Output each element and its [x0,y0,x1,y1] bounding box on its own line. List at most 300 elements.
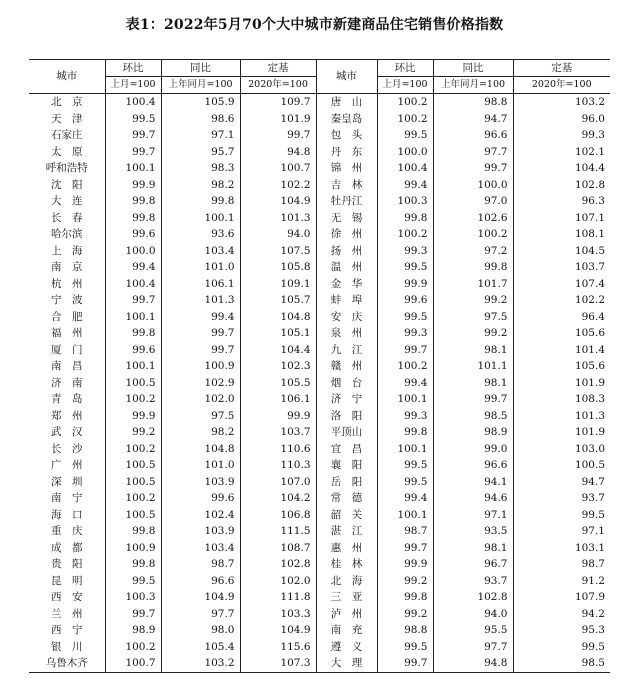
city-name-left [29,292,105,309]
city-name-right [316,325,377,342]
mom-value-left: 100.3 [105,589,161,606]
city-name-left [29,441,105,458]
mom-value-right: 99.5 [377,309,433,326]
city-label: 厦 门 [51,343,83,356]
city-name-left [29,342,105,359]
base-value-right: 101.9 [574,426,605,438]
yoy-value-left: 98.2 [161,424,240,441]
yoy-value-left: 104.8 [161,441,240,458]
city-label: 南 宁 [51,492,83,504]
city-name-left [29,507,105,524]
mom-value-left: 99.7 [105,127,161,144]
mom-value-right: 99.4 [377,375,433,392]
mom-value-right: 99.5 [377,474,433,491]
city-name-right [316,490,377,507]
city-label: 湛 江 [330,525,363,537]
yoy-value-left: 99.7 [161,325,240,342]
mom-value-left: 99.8 [105,325,161,342]
city-name-right [316,94,377,111]
yoy-value-left: 96.6 [161,573,240,590]
mom-value-left: 99.7 [105,144,161,161]
base-value-left: 110.3 [240,457,316,474]
city-label: 呼和浩特 [45,162,88,174]
mom-value-left: 100.1 [105,160,161,177]
base-value-left: 104.2 [240,490,316,507]
mom-value-left: 99.4 [105,259,161,276]
city-name-right [316,259,377,276]
table-row [29,243,610,260]
table-title: 表1：2022年5月70个大中城市新建商品住宅销售价格指数 [125,17,504,33]
yoy-value-left: 98.0 [161,622,240,639]
base-value-left: 101.3 [240,210,316,227]
city-label: 桂 林 [330,558,363,570]
mom-value-left: 98.9 [105,622,161,639]
city-name-right [316,210,377,227]
yoy-value-left: 102.4 [161,507,240,524]
table-row [29,490,610,507]
base-value-right: 102.2 [574,294,605,306]
header-base-sub-right: 2020年=100 [513,77,610,94]
yoy-value-right: 100.2 [433,226,513,243]
city-name-left [29,540,105,557]
mom-value-right: 100.2 [377,226,433,243]
base-value-left: 107.3 [240,655,316,672]
yoy-value-right: 102.6 [433,210,513,227]
table-row [29,589,610,606]
yoy-value-left: 103.4 [161,540,240,557]
base-value-right: 94.2 [581,607,605,620]
base-value-left: 106.1 [240,391,316,408]
header-mom-left: 环比 [105,60,161,77]
yoy-value-right: 94.0 [433,606,513,623]
city-label: 贵 阳 [51,558,83,570]
city-name-left [29,457,105,474]
yoy-value-right: 98.8 [433,94,513,111]
mom-value-right: 99.8 [377,589,433,606]
city-label: 宜 昌 [330,442,363,455]
table-row [29,391,610,408]
table-row [29,358,610,375]
base-value-right: 97.1 [581,525,605,537]
city-label: 常 德 [330,492,363,504]
city-label: 银 川 [51,640,83,653]
table-row [29,144,610,161]
header-base-left: 定基 [240,60,316,77]
city-label: 锦 州 [330,162,363,174]
base-value-left: 111.5 [240,523,316,540]
city-name-left [29,127,105,144]
yoy-value-right: 95.5 [433,622,513,639]
city-name-right [316,523,377,540]
yoy-value-left: 99.6 [161,490,240,507]
city-name-right [316,540,377,557]
yoy-value-right: 97.2 [433,243,513,260]
yoy-value-left: 99.8 [161,193,240,210]
mom-value-left: 99.7 [105,606,161,623]
yoy-value-left: 99.7 [161,342,240,359]
city-name-left [29,309,105,326]
city-label: 蚌 埠 [330,294,363,306]
mom-value-right: 99.2 [377,573,433,590]
base-value-left: 107.5 [240,243,316,260]
yoy-value-right: 99.2 [433,325,513,342]
city-label: 兰 州 [51,607,83,620]
header-yoy-sub-left: 上年同月=100 [161,77,240,94]
yoy-value-left: 100.1 [161,210,240,227]
table-row [29,259,610,276]
table-row [29,457,610,474]
mom-value-left: 99.8 [105,210,161,227]
city-label: 泉 州 [330,327,363,339]
base-value-right: 108.3 [574,393,605,405]
mom-value-left: 100.2 [105,441,161,458]
base-value-left: 103.7 [240,424,316,441]
city-label: 南 京 [51,261,83,273]
mom-value-right: 100.2 [377,111,433,128]
city-name-left [29,606,105,623]
base-value-left: 99.9 [240,408,316,425]
yoy-value-left: 97.7 [161,606,240,623]
city-label: 西 安 [51,591,83,603]
city-label: 长 沙 [51,442,83,455]
yoy-value-left: 99.4 [161,309,240,326]
city-name-left [29,523,105,540]
city-name-left [29,144,105,161]
city-name-left [29,655,105,672]
city-label: 吉 林 [330,178,363,191]
yoy-value-right: 97.7 [433,144,513,161]
city-name-left [29,408,105,425]
mom-value-left: 100.2 [105,391,161,408]
yoy-value-right: 96.6 [433,127,513,144]
city-name-left [29,358,105,375]
city-label: 北 海 [330,574,363,587]
city-name-left [29,424,105,441]
mom-value-left: 99.5 [105,111,161,128]
yoy-value-left: 102.9 [161,375,240,392]
yoy-value-right: 100.0 [433,177,513,194]
city-name-left [29,375,105,392]
city-label: 西 宁 [51,624,83,636]
city-label: 深 圳 [51,475,83,488]
price-index-table [29,59,610,673]
header-base-sub-left: 2020年=100 [240,77,316,94]
header-city-left: 城市 [29,60,105,94]
base-value-left: 101.9 [240,111,316,128]
mom-value-left: 100.1 [105,358,161,375]
base-value-left: 108.7 [240,540,316,557]
base-value-right: 99.5 [581,640,605,653]
city-label: 南 充 [330,624,363,636]
base-value-right: 103.1 [574,541,605,554]
city-name-left [29,639,105,656]
mom-value-right: 98.8 [377,622,433,639]
city-name-right [316,111,377,128]
mom-value-right: 99.5 [377,259,433,276]
base-value-left: 105.1 [240,325,316,342]
base-value-left: 100.7 [240,160,316,177]
yoy-value-right: 101.1 [433,358,513,375]
city-label: 扬 州 [330,244,363,257]
mom-value-right: 99.5 [377,457,433,474]
yoy-value-left: 101.3 [161,292,240,309]
mom-value-left: 100.0 [105,243,161,260]
city-name-right [316,507,377,524]
city-name-right [316,276,377,293]
city-label: 成 都 [51,541,83,554]
yoy-value-right: 93.5 [433,523,513,540]
city-name-left [29,325,105,342]
city-label: 韶 关 [330,508,363,521]
table-row [29,94,610,111]
mom-value-left: 99.8 [105,193,161,210]
base-value-left: 107.0 [240,474,316,491]
mom-value-left: 99.6 [105,226,161,243]
mom-value-right: 99.3 [377,243,433,260]
city-label: 南 昌 [51,360,83,372]
table-row [29,342,610,359]
yoy-value-right: 99.7 [433,391,513,408]
city-name-right [316,424,377,441]
yoy-value-right: 98.1 [433,375,513,392]
city-name-right [316,457,377,474]
mom-value-right: 100.0 [377,144,433,161]
header-base-right: 定基 [513,60,610,77]
city-name-left [29,160,105,177]
base-value-right: 103.7 [574,261,605,273]
base-value-right: 104.5 [574,244,605,257]
city-label: 乌鲁木齐 [45,657,88,669]
mom-value-right: 100.4 [377,160,433,177]
yoy-value-left: 98.2 [161,177,240,194]
city-label: 洛 阳 [330,409,363,422]
city-label: 上 海 [51,244,83,257]
city-name-left [29,391,105,408]
base-value-right: 95.3 [581,624,605,636]
city-label: 重 庆 [51,525,83,537]
city-name-left [29,193,105,210]
city-name-right [316,639,377,656]
base-value-right: 105.6 [574,327,605,339]
yoy-value-right: 101.7 [433,276,513,293]
base-value-right: 100.5 [574,459,605,471]
city-label: 长 春 [51,211,83,224]
city-name-right [316,606,377,623]
yoy-value-left: 105.4 [161,639,240,656]
mom-value-right: 99.6 [377,292,433,309]
mom-value-left: 99.8 [105,523,161,540]
city-label: 北 京 [51,96,83,108]
mom-value-right: 99.5 [377,639,433,656]
city-label: 唐 山 [330,96,363,108]
city-name-right [316,160,377,177]
mom-value-right: 99.3 [377,325,433,342]
base-value-right: 103.2 [574,96,605,108]
city-name-right [316,573,377,590]
city-name-left [29,94,105,111]
table-row [29,375,610,392]
mom-value-left: 100.5 [105,507,161,524]
mom-value-right: 99.9 [377,556,433,573]
yoy-value-left: 97.5 [161,408,240,425]
table-body [29,94,610,673]
mom-value-left: 99.5 [105,573,161,590]
yoy-value-right: 102.8 [433,589,513,606]
yoy-value-right: 98.1 [433,540,513,557]
table-row [29,573,610,590]
table-row [29,507,610,524]
base-value-right: 107.9 [574,591,605,603]
city-label: 包 头 [330,129,363,141]
mom-value-right: 99.5 [377,127,433,144]
header-mom-right: 环比 [377,60,433,77]
mom-value-left: 100.2 [105,490,161,507]
base-value-right: 96.4 [581,310,605,323]
yoy-value-left: 106.1 [161,276,240,293]
yoy-value-right: 97.0 [433,193,513,210]
yoy-value-left: 98.6 [161,111,240,128]
mom-value-right: 100.3 [377,193,433,210]
base-value-left: 94.0 [240,226,316,243]
base-value-right: 98.7 [581,558,605,570]
yoy-value-right: 98.9 [433,424,513,441]
table-row [29,292,610,309]
mom-value-right: 99.7 [377,655,433,672]
city-name-left [29,474,105,491]
city-label: 沈 阳 [51,178,83,191]
city-name-right [316,292,377,309]
city-label: 平顶山 [330,426,363,438]
table-row [29,160,610,177]
mom-value-left: 100.4 [105,276,161,293]
yoy-value-right: 99.7 [433,160,513,177]
city-name-left [29,556,105,573]
yoy-value-left: 97.1 [161,127,240,144]
city-name-right [316,622,377,639]
yoy-value-right: 93.7 [433,573,513,590]
yoy-value-left: 93.6 [161,226,240,243]
yoy-value-right: 98.5 [433,408,513,425]
city-label: 遵 义 [330,640,363,653]
city-label: 宁 波 [51,294,83,306]
city-label: 广 州 [51,459,83,471]
base-value-left: 106.8 [240,507,316,524]
mom-value-right: 100.1 [377,441,433,458]
city-label: 徐 州 [330,228,363,240]
base-value-right: 105.6 [574,360,605,372]
mom-value-right: 99.3 [377,408,433,425]
city-label: 秦皇岛 [330,112,363,125]
mom-value-left: 99.7 [105,292,161,309]
base-value-left: 111.8 [240,589,316,606]
table-row [29,325,610,342]
table-row [29,540,610,557]
table-row [29,655,610,672]
yoy-value-right: 94.1 [433,474,513,491]
city-label: 海 口 [51,508,83,521]
city-name-left [29,276,105,293]
city-label: 温 州 [330,261,363,273]
city-label: 烟 台 [330,376,363,389]
base-value-left: 104.4 [240,342,316,359]
city-label: 杭 州 [51,277,83,290]
base-value-right: 104.4 [574,162,605,174]
city-name-left [29,210,105,227]
base-value-left: 105.8 [240,259,316,276]
yoy-value-left: 95.7 [161,144,240,161]
city-label: 大 连 [51,195,83,207]
table-row [29,193,610,210]
base-value-left: 102.0 [240,573,316,590]
base-value-left: 99.7 [240,127,316,144]
mom-value-right: 99.7 [377,540,433,557]
table-row [29,226,610,243]
base-value-right: 99.3 [581,129,605,141]
city-label: 哈尔滨 [51,228,83,240]
city-label: 惠 州 [330,541,363,554]
base-value-right: 107.4 [574,277,605,290]
yoy-value-left: 104.9 [161,589,240,606]
city-name-right [316,589,377,606]
yoy-value-left: 103.9 [161,523,240,540]
base-value-right: 101.9 [574,376,605,389]
city-name-right [316,391,377,408]
header-city-right: 城市 [316,60,377,94]
city-name-left [29,259,105,276]
mom-value-left: 99.6 [105,342,161,359]
yoy-value-left: 98.7 [161,556,240,573]
yoy-value-left: 105.9 [161,94,240,111]
mom-value-right: 100.2 [377,94,433,111]
mom-value-right: 99.9 [377,276,433,293]
city-name-left [29,111,105,128]
yoy-value-left: 103.9 [161,474,240,491]
base-value-left: 102.2 [240,177,316,194]
city-label: 赣 州 [330,360,363,372]
table-row [29,556,610,573]
city-name-right [316,441,377,458]
city-label: 济 宁 [330,393,363,405]
city-label: 三 亚 [330,591,363,603]
table-row [29,111,610,128]
base-value-right: 94.7 [581,475,605,488]
city-name-right [316,474,377,491]
base-value-right: 102.1 [574,145,605,158]
city-name-right [316,655,377,672]
city-name-left [29,243,105,260]
yoy-value-right: 98.1 [433,342,513,359]
mom-value-left: 99.9 [105,177,161,194]
city-name-left [29,573,105,590]
header-yoy-right: 同比 [433,60,513,77]
table-row [29,474,610,491]
base-value-left: 102.3 [240,358,316,375]
yoy-value-left: 103.4 [161,243,240,260]
yoy-value-right: 94.6 [433,490,513,507]
city-name-right [316,243,377,260]
city-name-left [29,589,105,606]
header-yoy-sub-right: 上年同月=100 [433,77,513,94]
city-label: 太 原 [51,145,83,158]
base-value-right: 107.1 [574,211,605,224]
city-label: 天 津 [51,112,83,125]
city-name-right [316,556,377,573]
city-label: 牡丹江 [330,195,363,207]
city-name-right [316,193,377,210]
table-row [29,523,610,540]
base-value-left: 115.6 [240,639,316,656]
yoy-value-left: 100.9 [161,358,240,375]
